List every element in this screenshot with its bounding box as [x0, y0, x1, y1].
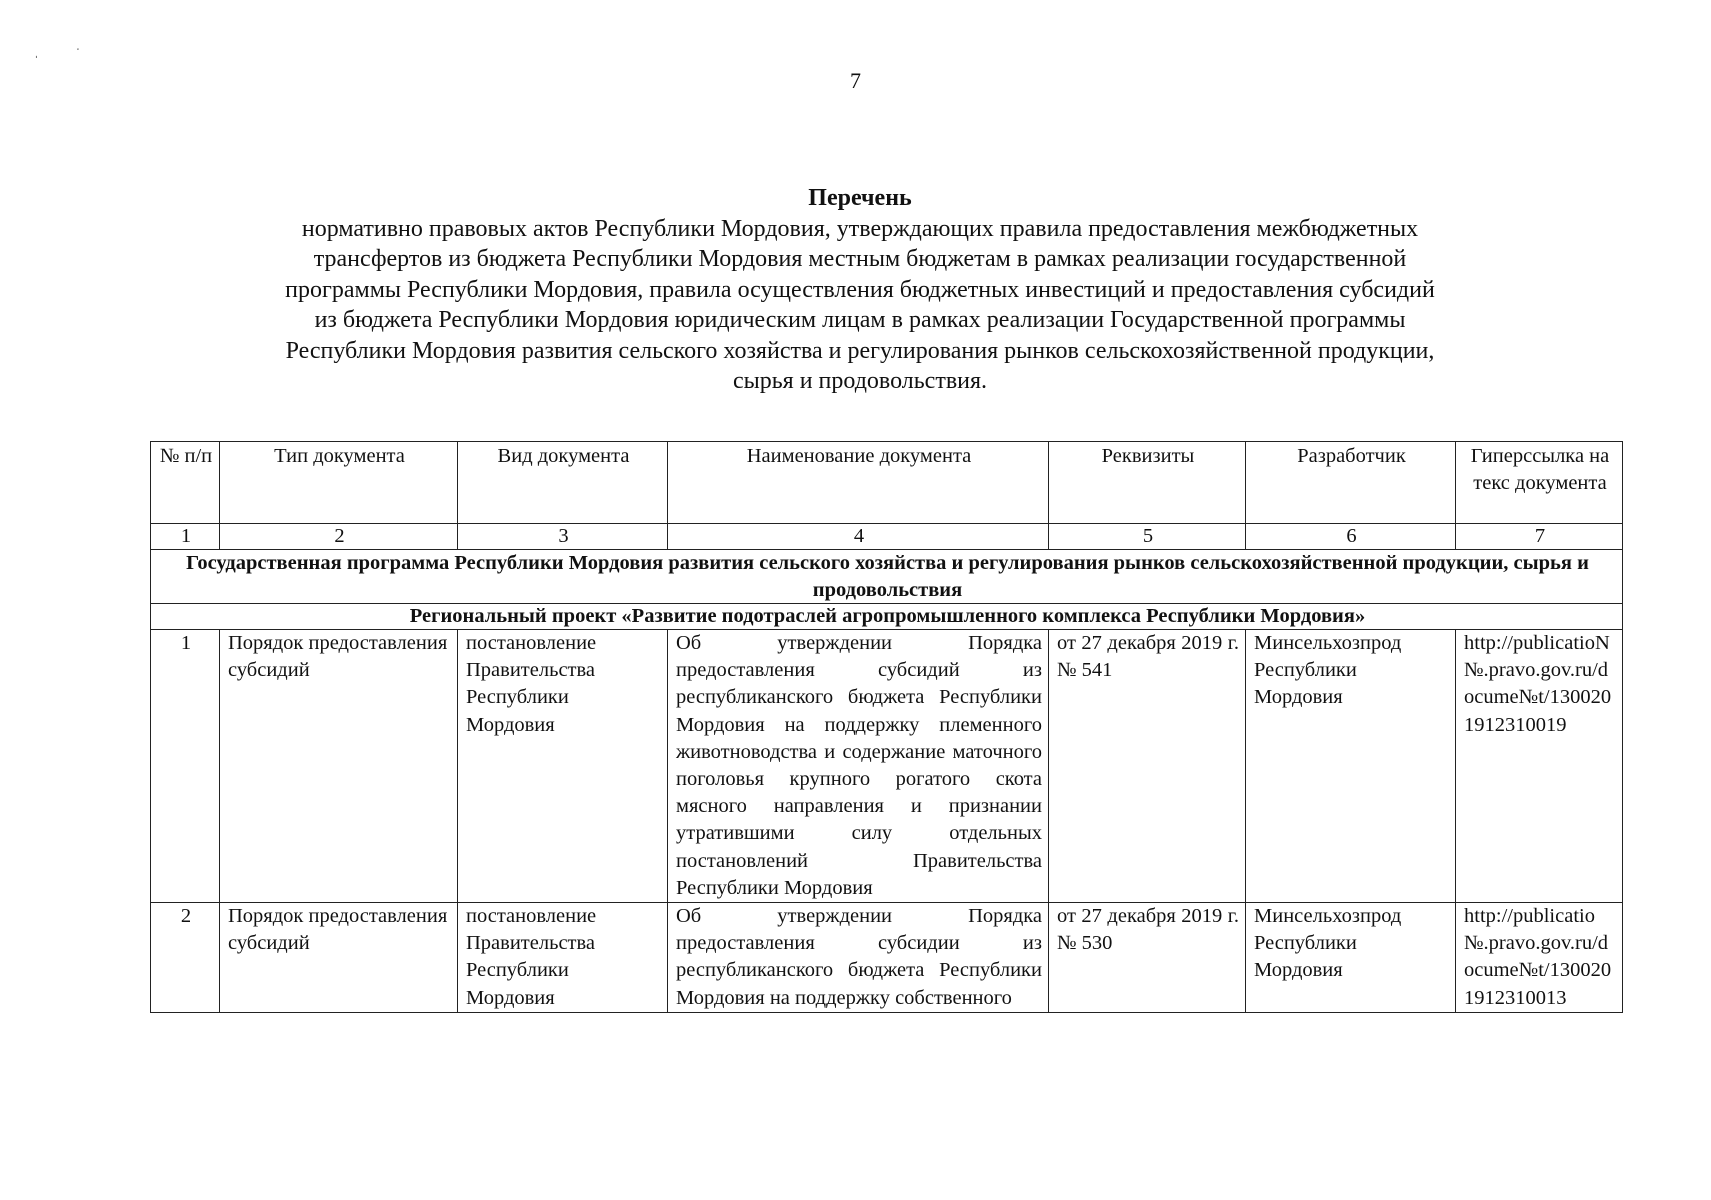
row-doc-name: Об утверждении Порядка предоставления субсидии из республиканского бюджета Республики Мордовия на поддержку собственного: [668, 903, 1049, 1013]
table-header-row: [151, 442, 1623, 524]
scan-artifact-mark: ˌ: [34, 44, 39, 59]
row-developer: Минсельхозпрод Республики Мордовия: [1246, 630, 1456, 903]
heading-line: из бюджета Республики Мордовия юридическим лицам в рамках реализации Государственной программы: [314, 307, 1406, 333]
scan-artifact-mark: ˑ: [76, 44, 80, 59]
column-number: 3: [458, 524, 668, 550]
column-number: 4: [668, 524, 1049, 550]
column-number: 6: [1246, 524, 1456, 550]
heading-line: программы Республики Мордовия, правила осуществления бюджетных инвестиций и предоставления субсидий: [285, 276, 1435, 303]
column-number: 7: [1456, 524, 1623, 550]
row-requisites: от 27 декабря 2019 г. № 541: [1049, 630, 1246, 903]
header-cell-name: Наименование документа: [668, 442, 1049, 524]
table-row: [151, 630, 1623, 903]
header-cell-developer: Разработчик: [1246, 442, 1456, 524]
heading-line: нормативно правовых актов Республики Мордовия, утверждающих правила предоставления межбюджетных: [301, 215, 1419, 242]
document-heading: [160, 183, 1560, 397]
row-doc-kind: постановление Правительства Республики Мордовия: [458, 903, 668, 1013]
row-doc-name: Об утверждении Порядка предоставления субсидий из республиканского бюджета Республики Мордовия на поддержку племенного животноводства и содержание маточного поголовья крупного рогатого скота мясного направления и признании утратившими силу отдельных постановлений Правительства Республики Мордовия: [668, 630, 1049, 903]
row-developer: Минсельхозпрод Республики Мордовия: [1246, 903, 1456, 1013]
row-requisites: от 27 декабря 2019 г. № 530: [1049, 903, 1246, 1013]
project-title: Региональный проект «Развитие подотраслей агропромышленного комплекса Республики Мордовия»: [151, 604, 1623, 630]
page-number: 7: [850, 68, 861, 93]
row-number: 1: [151, 630, 220, 903]
column-number: 1: [151, 524, 220, 550]
column-number: 5: [1049, 524, 1246, 550]
project-row: [151, 604, 1623, 630]
header-cell-requisites: Реквизиты: [1049, 442, 1246, 524]
row-doc-kind: постановление Правительства Республики Мордовия: [458, 630, 668, 903]
column-number-row: [151, 524, 1623, 550]
row-hyperlink[interactable]: http://publicatioN№.pravo.gov.ru/docume№t/1300201912310019: [1456, 630, 1623, 903]
acts-table: [150, 441, 1623, 1013]
row-hyperlink[interactable]: http://publicatio№.pravo.gov.ru/docume№t/1300201912310013: [1456, 903, 1623, 1013]
header-cell-number: № п/п: [151, 442, 220, 524]
row-doc-type: Порядок предоставления субсидий: [220, 903, 458, 1013]
row-doc-type: Порядок предоставления субсидий: [220, 630, 458, 903]
program-row: [151, 550, 1623, 604]
header-cell-link: Гиперссылка на текс документа: [1456, 442, 1623, 524]
header-cell-kind: Вид документа: [458, 442, 668, 524]
document-title: Перечень: [808, 185, 912, 211]
table-row: [151, 903, 1623, 1013]
row-number: 2: [151, 903, 220, 1013]
heading-line: Республики Мордовия развития сельского хозяйства и регулирования рынков сельскохозяйственной продукции,: [285, 337, 1435, 364]
heading-line: трансфертов из бюджета Республики Мордовия местным бюджетам в рамках реализации государственной: [313, 246, 1407, 272]
column-number: 2: [220, 524, 458, 550]
header-cell-type: Тип документа: [220, 442, 458, 524]
program-title: Государственная программа Республики Мордовия развития сельского хозяйства и регулирования рынков сельскохозяйственной продукции, сырья и продовольствия: [151, 550, 1623, 604]
heading-line: сырья и продовольствия.: [732, 368, 988, 394]
